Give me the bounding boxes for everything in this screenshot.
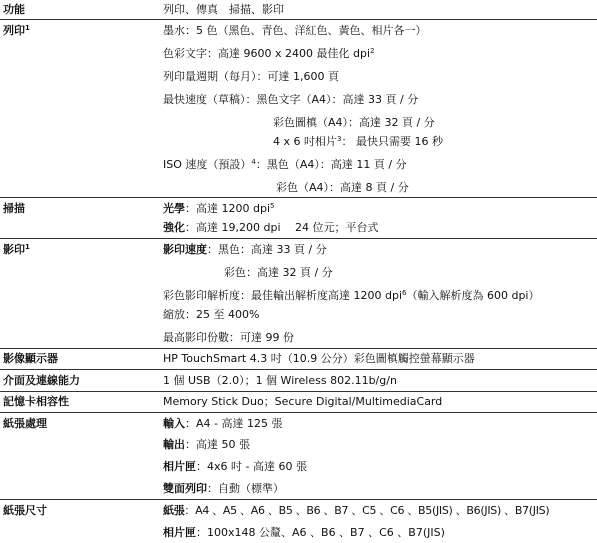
memory-value: Memory Stick Duo；Secure Digital/MultimediaCard xyxy=(163,395,443,408)
print-label: 列印$^1$ xyxy=(3,24,30,37)
paper-size-sheet: 紙張：A4 、A5 、A6 、B5 、B6 、B7 、C5 、C6 、B5(JIS) 、B6(JIS) 、B7(JIS) xyxy=(163,504,550,517)
print-color-text-note: 2 xyxy=(370,47,375,55)
print-speed-color: 彩色圖槙（A4）：高達 32 頁 / 分 xyxy=(273,116,435,129)
print-photo-speed: 4 x 6 吋相片$^3$： 最快只需要 16 秒 xyxy=(273,135,443,148)
copy-label-note: 1 xyxy=(25,243,30,251)
divider xyxy=(0,412,597,413)
paper-size-photo-tray: 相片匣：100x148 公釐、A6 、B6 、B7 、C6 、B7(JIS) xyxy=(163,526,445,539)
print-duty-cycle: 列印量週期（每月）：可達 1,600 頁 xyxy=(163,70,339,83)
divider xyxy=(0,19,597,20)
print-iso-black: ISO 速度（預設）$^4$：黑色（A4）：高達 11 頁 / 分 xyxy=(163,158,407,171)
print-iso-color: 彩色（A4）：高達 8 頁 / 分 xyxy=(276,181,409,194)
features-list: 列印、傳真 掃描、影印 xyxy=(163,3,284,16)
paper-duplex: 雙面列印：自動（標準） xyxy=(163,482,284,495)
display-value: HP TouchSmart 4.3 吋（10.9 公分）彩色圖槙觸控螢幕顯示器 xyxy=(163,352,475,365)
divider xyxy=(0,197,597,198)
print-color-text: 色彩文字：高達 9600 x 2400 最佳化 dpi$^2$ xyxy=(163,47,375,60)
copy-speed-color: 彩色：高達 32 頁 / 分 xyxy=(224,266,333,279)
copy-resolution: 彩色影印解析度：最佳輸出解析度高達 1200 dpi$^6$（輸入解析度為 600 dpi） xyxy=(163,289,540,302)
paper-handling-label: 紙張處理 xyxy=(3,417,47,430)
display-label: 影像顯示器 xyxy=(3,352,58,365)
memory-label: 記憶卡相容性 xyxy=(3,395,69,408)
copy-resolution-note: 6 xyxy=(402,289,407,297)
scan-optical-note: 5 xyxy=(270,202,275,210)
copy-max-copies: 最高影印份數：可達 99 份 xyxy=(163,331,294,344)
divider xyxy=(0,348,597,349)
scan-label: 掃描 xyxy=(3,202,25,215)
copy-reduce: 縮放：25 至 400% xyxy=(163,308,260,321)
paper-size-label: 紙張尺寸 xyxy=(3,504,47,517)
connectivity-value: 1 個 USB（2.0）；1 個 Wireless 802.11b/g/n xyxy=(163,374,397,387)
paper-input: 輸入：A4 - 高達 125 張 xyxy=(163,417,283,430)
copy-label: 影印$^1$ xyxy=(3,243,30,256)
print-iso-note: 4 xyxy=(251,158,256,166)
connectivity-label: 介面及連線能力 xyxy=(3,374,80,387)
print-ink: 墨水：5 色（黑色、青色、洋紅色、黃色、相片各一） xyxy=(163,24,427,37)
paper-photo-tray: 相片匣：4x6 吋 - 高達 60 張 xyxy=(163,460,307,473)
print-max-speed: 最快速度（草稿）：黑色文字（A4）：高達 33 頁 / 分 xyxy=(163,93,419,106)
divider xyxy=(0,238,597,239)
divider xyxy=(0,391,597,392)
scan-enhanced: 強化：高達 19,200 dpi 24 位元；平台式 xyxy=(163,221,379,234)
paper-output: 輸出：高達 50 張 xyxy=(163,438,250,451)
print-label-note: 1 xyxy=(25,24,30,32)
print-photo-note: 3 xyxy=(337,135,342,143)
divider xyxy=(0,499,597,500)
divider xyxy=(0,369,597,370)
scan-optical: 光學：高達 1200 dpi$^5$ xyxy=(163,202,275,215)
feature-header: 功能 xyxy=(3,3,25,16)
copy-speed-black: 影印速度：黑色：高達 33 頁 / 分 xyxy=(163,243,327,256)
